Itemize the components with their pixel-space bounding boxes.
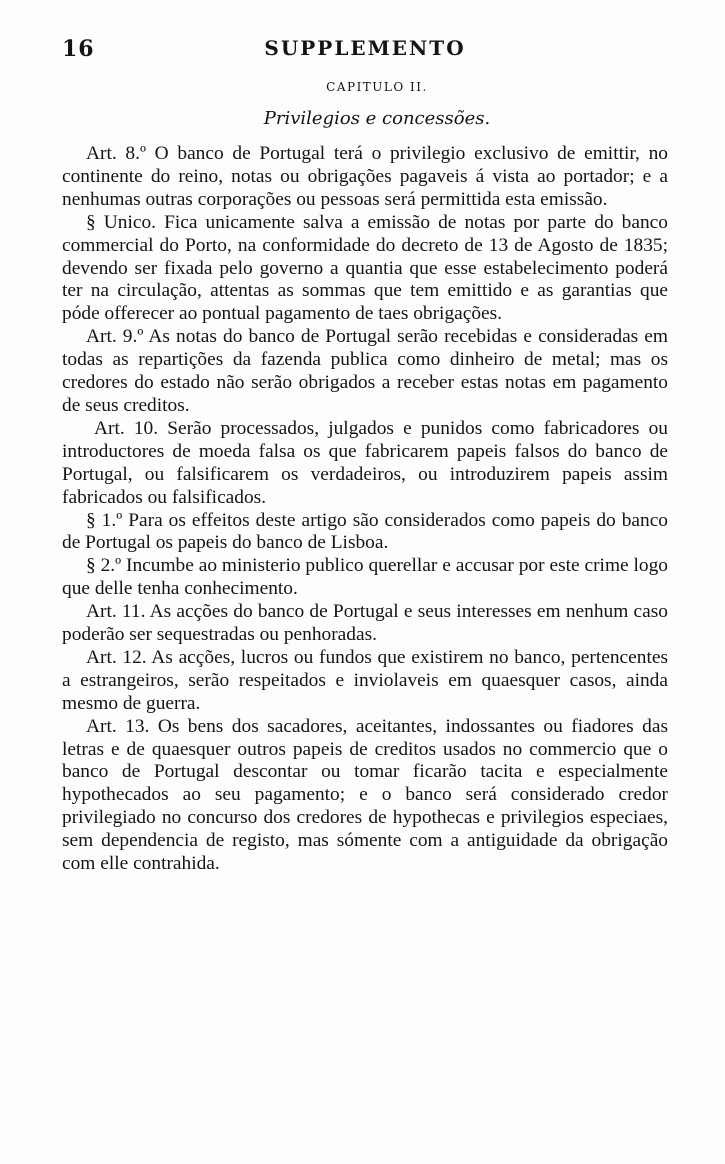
running-head: SUPPLEMENTO (264, 36, 466, 60)
article-12-paragraph: Art. 12. As acções, lucros ou fundos que existirem no banco, pertencentes a estrangeiros, serão respeitados e inviolaveis em quaesquer casos, ainda mesmo de guerra. (62, 646, 668, 714)
article-8-paragraph: Art. 8.º O banco de Portugal terá o privilegio exclusivo de emittir, no continente do reino, notas ou obrigações pagaveis á vista ao portador; e a nenhumas outras corporações ou pessoas será permittida esta emissão. (62, 143, 668, 210)
page-header (62, 32, 668, 68)
section-title: Privilegios e concessões. (263, 108, 491, 129)
article-9-paragraph: Art. 9.º As notas do banco de Portugal serão recebidas e consideradas em todas as repartições da fazenda publica como dinheiro de metal; mas os credores do estado não serão obrigados a receber estas notas em pagamento de seus creditos. (62, 326, 668, 416)
chapter-heading: CAPITULO II. (326, 80, 428, 94)
article-10-paragraph: Art. 10. Serão processados, julgados e punidos como fabricadores ou introductores de moeda falsa os que fabricarem papeis falsos do banco de Portugal, ou falsificarem os verdadeiros, ou introduzirem papeis assim fabricados ou falsificados. (62, 417, 668, 508)
article-13-paragraph: Art. 13. Os bens dos sacadores, aceitantes, indossantes ou fiadores das letras e de quaesquer outros papeis de creditos usados no commercio que o banco de Portugal descontar ou tomar ficarão tacita e especialmente hypothecados ao seu pagamento; e o banco será considerado credor privilegiado no concurso dos credores de hypothecas e privilegios especiaes, sem dependencia de registo, mas sómente com a antiguidade da obrigação com elle contrahida. (62, 715, 668, 875)
body-text (62, 143, 668, 876)
book-page (62, 32, 668, 1142)
article-8-sole-paragraph: § Unico. Fica unicamente salva a emissão de notas por parte do banco commercial do Porto, na conformidade do decreto de 13 de Agosto de 1835; devendo ser fixada pelo governo a quantia que esse estabelecimento poderá ter na circulação, attentas as sommas que tem emittido e as garantias que póde offerecer ao pontual pagamento de taes obrigações. (62, 211, 668, 325)
article-10-section-2: § 2.º Incumbe ao ministerio publico querellar e accusar por este crime logo que delle tenha conhecimento. (62, 555, 668, 600)
article-10-section-1: § 1.º Para os effeitos deste artigo são considerados como papeis do banco de Portugal os papeis do banco de Lisboa. (62, 509, 668, 554)
article-11-paragraph: Art. 11. As acções do banco de Portugal e seus interesses em nenhum caso poderão ser sequestradas ou penhoradas. (62, 601, 668, 646)
page-number: 16 (62, 36, 95, 62)
